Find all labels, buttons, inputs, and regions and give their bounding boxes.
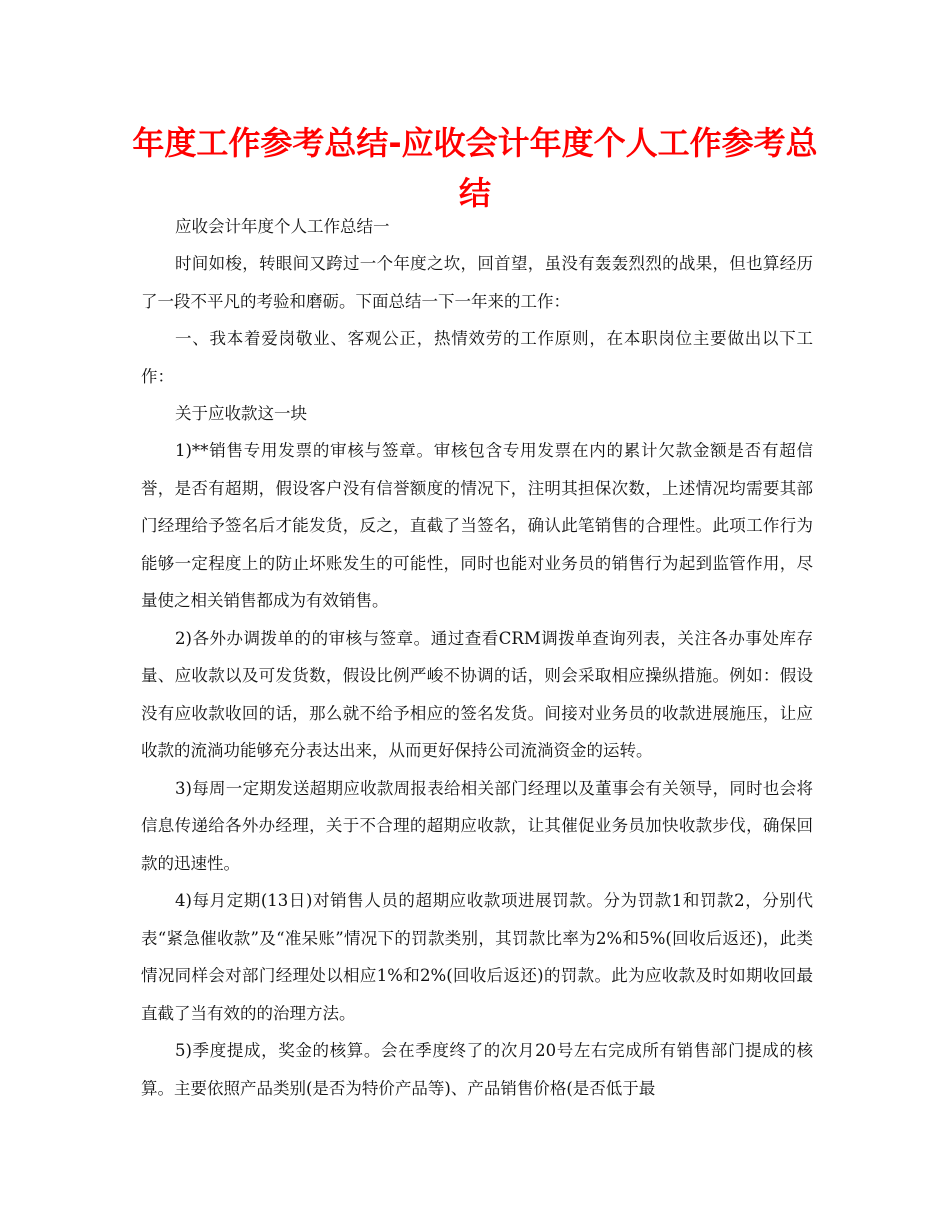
subsection-heading: 关于应收款这一块	[175, 404, 307, 423]
paragraph-principle: 一、我本着爱岗敬业、客观公正，热情效劳的工作原则，在本职岗位主要做出以下工作：	[141, 329, 813, 386]
document-body	[141, 208, 813, 1107]
list-item-2: 2)各外办调拨单的的审核与签章。通过查看CRM调拨单查询列表，关注各办事处库存量、应收款以及可发货数，假设比例严峻不协调的话，则会采取相应操纵措施。例如：假设没有应收款收回的话，那么就不给予相应的签名发货。间接对业务员的收款进展施压，让应收款的流淌功能够充分表达出来，从而更好保持公司流淌资金的运转。	[141, 628, 813, 760]
list-item-4: 4)每月定期(13日)对销售人员的超期应收款项进展罚款。分为罚款1和罚款2，分别代表“紧急催收款”及“准呆账”情况下的罚款类别，其罚款比率为2%和5%(回收后返还)，此类情况同样会对部门经理处以相应1%和2%(回收后返还)的罚款。此为应收款及时如期收回最直截了当有效的的治理方法。	[141, 891, 813, 1023]
section-heading: 应收会计年度个人工作总结一	[175, 217, 390, 236]
document-title: 年度工作参考总结-应收会计年度个人工作参考总结	[132, 124, 818, 212]
list-item-3: 3)每周一定期发送超期应收款周报表给相关部门经理以及董事会有关领导，同时也会将信息传递给各外办经理，关于不合理的超期应收款，让其催促业务员加快收款步伐，确保回款的迅速性。	[141, 778, 813, 873]
paragraph-intro: 时间如梭，转眼间又跨过一个年度之坎，回首望，虽没有轰轰烈烈的战果，但也算经历了一段不平凡的考验和磨砺。下面总结一下一年来的工作：	[141, 254, 813, 311]
list-item-1: 1)**销售专用发票的审核与签章。审核包含专用发票在内的累计欠款金额是否有超信誉，是否有超期，假设客户没有信誉额度的情况下，注明其担保次数，上述情况均需要其部门经理给予签名后才能发货，反之，直截了当签名，确认此笔销售的合理性。此项工作行为能够一定程度上的防止坏账发生的可能性，同时也能对业务员的销售行为起到监管作用，尽量使之相关销售都成为有效销售。	[141, 441, 813, 610]
list-item-5: 5)季度提成，奖金的核算。会在季度终了的次月20号左右完成所有销售部门提成的核算。主要依照产品类别(是否为特价产品等)、产品销售价格(是否低于最	[141, 1041, 813, 1098]
